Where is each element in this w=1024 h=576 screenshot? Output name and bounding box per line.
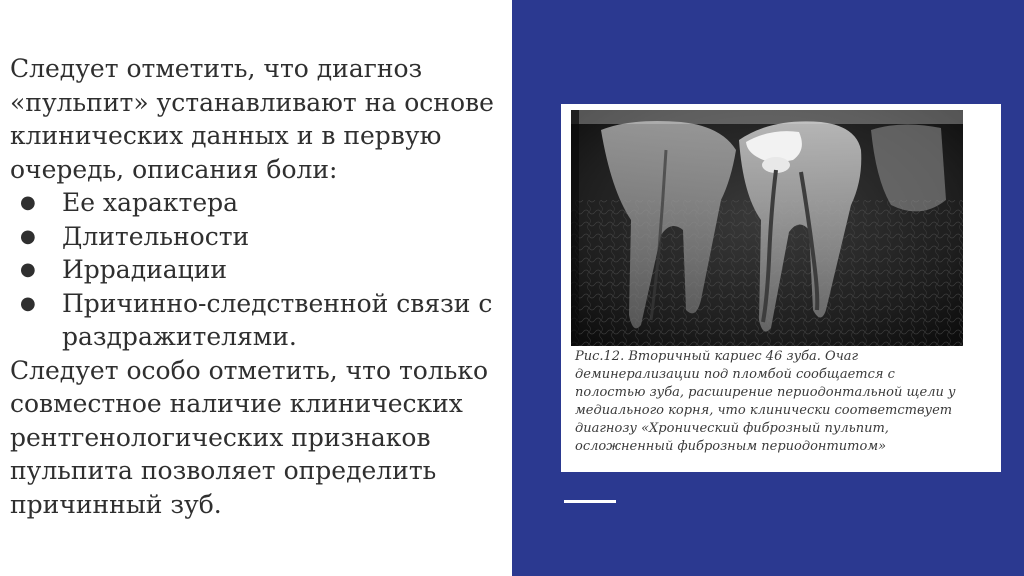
- bullet-dot-icon: ●: [20, 225, 36, 247]
- accent-divider: [564, 500, 616, 503]
- bullet-dot-icon: ●: [20, 192, 36, 213]
- xray-figure: [561, 104, 1001, 472]
- bullet-dot-icon: ●: [20, 292, 36, 314]
- bullet-item: [10, 186, 506, 220]
- figure-caption: Рис.12. Вторичный кариес 46 зуба. Очаг деминерализации под пломбой сообщается с полостью зуба, расширение периодонтальной щели у медиального корня, что клинически соответствует диагнозу «Хронический фиброзный пульпит, осложненный фиброзным периодонтитом»: [575, 349, 956, 454]
- image-panel: [512, 0, 1024, 576]
- dental-xray-image: [571, 110, 963, 346]
- bullet-dot-icon: ●: [20, 259, 36, 280]
- bullet-text: Длительности: [62, 221, 250, 251]
- bullet-item: [10, 287, 506, 354]
- intro-paragraph: Следует отметить, что диагноз «пульпит» устанавливают на основе клинических данных и в первую очередь, описания боли:: [10, 54, 494, 184]
- conclusion-paragraph: Следует особо отметить, что только совместное наличие клинических рентгенологических признаков пульпита позволяет определить причинный зуб.: [10, 355, 488, 519]
- bullet-text: Ее характера: [62, 188, 239, 217]
- bullet-text: Иррадиации: [62, 255, 228, 284]
- slide-body: [10, 52, 506, 521]
- bullet-item: [10, 220, 506, 254]
- bullet-list: [10, 186, 506, 354]
- bullet-text: Причинно-следственной связи с раздражителями.: [62, 288, 493, 351]
- bullet-item: [10, 253, 506, 287]
